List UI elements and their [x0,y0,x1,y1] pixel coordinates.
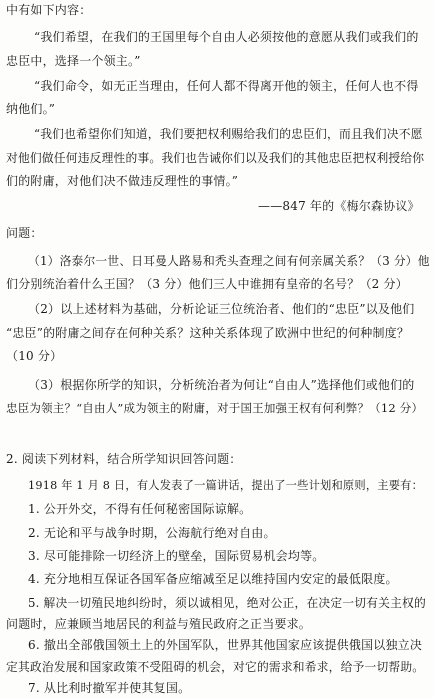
section-2-heading: 2. 阅读下列材料，结合所学知识回答问题： [6,451,242,466]
question-3-line-2: 忠臣为领主？“自由人”成为领主的附庸，对于国王加强王权有何利弊？（12 分） [6,401,424,416]
question-3-line-1: （3）根据你所学的知识，分析统治者为何让“自由人”选择他们或他们的 [28,377,415,392]
quote-paragraph-1-line-2: 忠臣中，选择一个领主。” [6,53,141,68]
principle-7: 7. 从比利时撤军并使其复国。 [28,681,191,695]
question-2-line-2: “忠臣”的附庸之间存在何种关系？这种关系体现了欧洲中世纪的何种制度？ [6,325,410,340]
question-1-line-2: 们分别统治着什么王国？（3 分）他们三人中谁拥有皇帝的名号？（2 分） [6,276,408,291]
quote-paragraph-2-line-2: 纳他们。” [6,102,56,116]
question-1-line-1: （1）洛泰尔一世、日耳曼人路易和秃头查理之间有何亲属关系？（3 分）他 [28,253,430,268]
principle-5-line-1: 5. 解决一切殖民地纠纷时，须以诚相见，绝对公正，在决定一切有关主权的 [28,595,426,610]
quote-paragraph-2-line-1: “我们命令，如无正当理由，任何人都不得离开他的领主，任何人也不得 [34,78,419,93]
quote-paragraph-1-line-1: “我们希望，在我们的王国里每个自由人必须按他的意愿从我们或我们的 [34,30,419,45]
questions-heading: 问题： [6,226,43,241]
quote-paragraph-3-line-2: 对他们做任何违反理性的事。我们也告诫你们以及我们的其他忠臣把权利授给你 [6,150,425,165]
principle-2: 2. 无论和平与战争时期，公海航行绝对自由。 [28,525,276,540]
principle-6-line-2: 定其政治发展和国家政策不受阻碍的机会，对它的需求和希求，给予一切帮助。 [6,659,425,674]
quote-paragraph-3-line-1: “我们也希望你们知道，我们要把权利赐给我们的忠臣们，而且我们决不愿 [34,127,423,142]
quote-paragraph-3-line-3: 们的附庸，对他们决不做违反理性的事情。” [6,173,239,188]
section-2-intro: 1918 年 1 月 8 日，有人发表了一篇讲话，提出了一些计划和原则，主要有： [28,478,424,492]
principle-1: 1. 公开外交，不得有任何秘密国际谅解。 [28,502,252,517]
principle-3: 3. 尽可能排除一切经济上的壁垒，国际贸易机会均等。 [28,548,325,563]
principle-6-line-1: 6. 撤出全部俄国领土上的外国军队，世界其他国家应该提供俄国以独立决 [28,638,423,653]
intro-line: 中有如下内容： [6,2,92,17]
principle-4: 4. 充分地相互保证各国军备应缩减至足以维持国内安定的最低限度。 [28,572,398,587]
source-citation: ——847 年的《梅尔森协议》 [258,199,420,214]
principle-5-line-2: 问题时，应兼顾当地居民的利益与殖民政府之正当要求。 [6,616,312,631]
question-2-line-3: （10 分） [6,348,63,363]
question-2-line-1: （2）以上述材料为基础，分析论证三位统治者、他们的“忠臣”以及他们 [28,302,415,317]
